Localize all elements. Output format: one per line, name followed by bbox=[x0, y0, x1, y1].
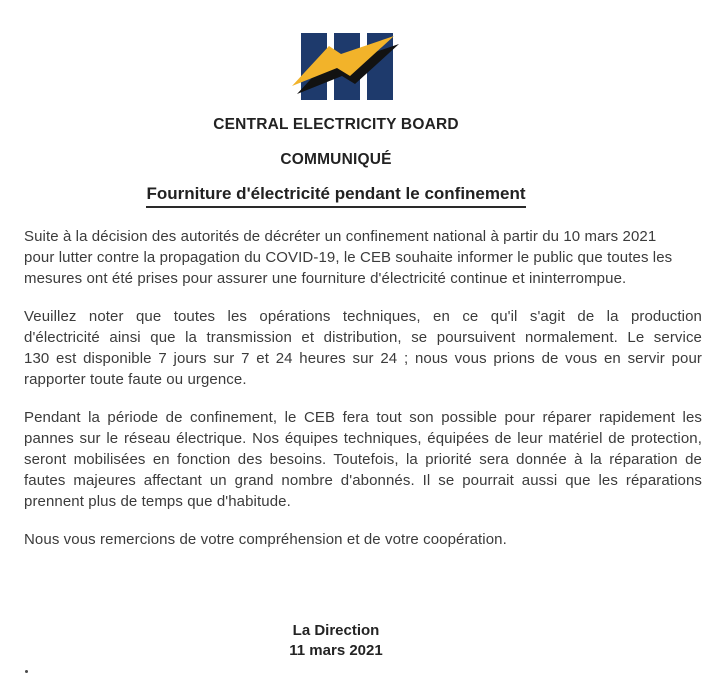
paragraph-line: Pendant la période de confinement, le CEB fera tout son possible pour réparer rapidement les bbox=[24, 409, 702, 426]
signatory: La Direction bbox=[292, 622, 380, 639]
paragraph-line: Nous vous remercions de votre compréhension et de votre coopération. bbox=[24, 531, 507, 548]
paragraph-line: seront mobilisées en fonction des besoins. Toutefois, la priorité sera donnée à la réparation de bbox=[24, 451, 702, 468]
paragraph-line: fautes majeures affectant un grand nombre d'abonnés. Il se pourrait aussi que les réparations bbox=[24, 472, 702, 489]
paragraph-line: Suite à la décision des autorités de décréter un confinement national à partir du 10 mars 2021 bbox=[24, 228, 657, 245]
paragraph-line: pannes sur le réseau électrique. Nos équipes techniques, équipées de leur matériel de protection, bbox=[24, 430, 702, 447]
paragraph-line: mesures ont été prises pour assurer une fourniture d'électricité continue et ininterrompue. bbox=[24, 270, 627, 287]
paragraph-line: prennent plus de temps que d'habitude. bbox=[24, 493, 291, 510]
lightning-bolt-logo bbox=[271, 20, 421, 115]
document-date: 11 mars 2021 bbox=[289, 642, 383, 659]
document-type-heading: COMMUNIQUÉ bbox=[280, 151, 392, 168]
paragraph bbox=[24, 306, 702, 390]
paragraph-line: pour lutter contre la propagation du COVID-19, le CEB souhaite informer le public que toutes les bbox=[24, 249, 673, 266]
paragraph bbox=[24, 529, 702, 550]
document-body bbox=[24, 226, 702, 567]
ceb-logo bbox=[271, 20, 421, 115]
paragraph bbox=[24, 407, 702, 512]
paragraph-line: 130 est disponible 7 jours sur 7 et 24 heures sur 24 ; nous vous prions de vous en servir pour bbox=[24, 350, 702, 367]
document-title-text: Fourniture d'électricité pendant le confinement bbox=[146, 184, 525, 208]
paragraph-line: d'électricité ainsi que la transmission et distribution, se poursuivent normalement. Le service bbox=[24, 329, 702, 346]
paragraph bbox=[24, 226, 702, 289]
signature-block bbox=[0, 621, 672, 661]
document-title bbox=[0, 184, 672, 208]
scan-artifact-dot bbox=[25, 670, 28, 673]
paragraph-line: Veuillez noter que toutes les opérations techniques, en ce qu'il s'agit de la production bbox=[24, 308, 702, 325]
paragraph-line: rapporter toute faute ou urgence. bbox=[24, 371, 247, 388]
organization-name: CENTRAL ELECTRICITY BOARD bbox=[213, 116, 459, 133]
